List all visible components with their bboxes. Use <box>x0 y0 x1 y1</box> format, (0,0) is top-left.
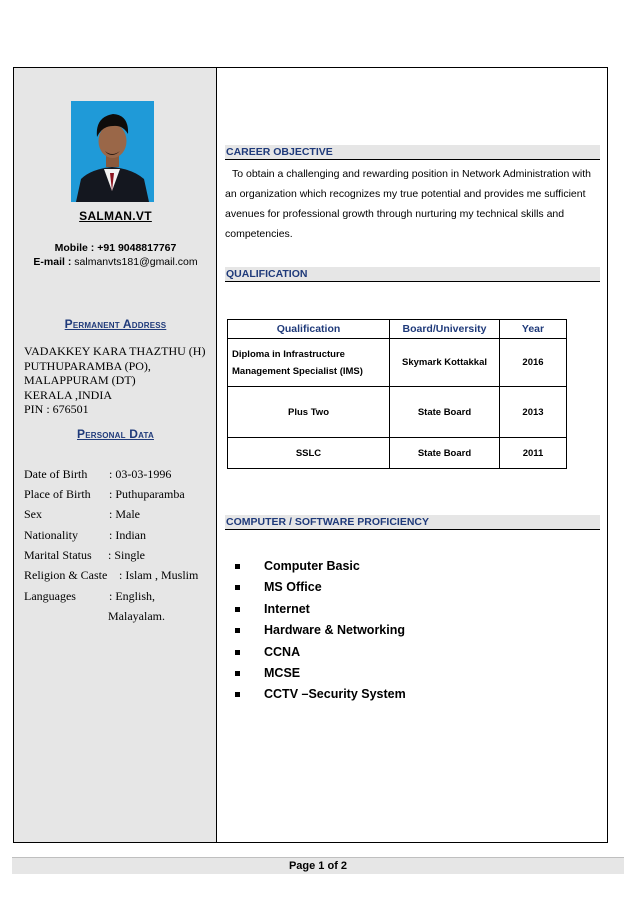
pd-value: : English, <box>109 589 156 603</box>
pd-value: : Puthuparamba <box>109 487 185 501</box>
pd-value: : Single <box>108 548 146 562</box>
address-line: KERALA ,INDIA <box>24 387 112 402</box>
table-row <box>228 339 567 387</box>
list-item: Hardware & Networking <box>235 620 406 641</box>
qualification-heading: QUALIFICATION <box>225 267 600 282</box>
mobile-number: Mobile : +91 9048817767 <box>54 242 177 254</box>
pd-label: Religion & Caste <box>24 568 108 582</box>
pd-value: : Indian <box>109 528 146 542</box>
career-objective-heading: CAREER OBJECTIVE <box>225 145 600 160</box>
list-item: MCSE <box>235 663 406 684</box>
address-line: PIN : 676501 <box>24 402 89 417</box>
profile-photo <box>71 101 154 202</box>
qualification-cell: SSLC <box>228 438 390 469</box>
pd-label: Date of Birth <box>24 467 88 481</box>
list-item: MS Office <box>235 577 406 598</box>
list-item: Internet <box>235 599 406 620</box>
email-address[interactable]: salmanvts181@gmail.com <box>74 256 198 268</box>
pd-label: Languages <box>24 589 76 603</box>
pd-value: : 03-03-1996 <box>109 467 172 481</box>
table-row <box>228 438 567 469</box>
pd-label: Place of Birth <box>24 487 91 501</box>
sidebar <box>14 68 217 842</box>
proficiency-heading: COMPUTER / SOFTWARE PROFICIENCY <box>225 515 600 530</box>
skills-list <box>235 556 406 706</box>
pd-label: Nationality <box>24 528 78 542</box>
year-cell: 2011 <box>500 438 567 469</box>
table-row <box>228 387 567 438</box>
table-header-cell: Year <box>500 320 567 339</box>
pd-value: : Male <box>109 507 140 521</box>
email-label: E-mail : <box>33 256 72 268</box>
pd-label: Sex <box>24 507 42 521</box>
list-item: CCNA <box>235 642 406 663</box>
resume-frame <box>13 67 608 843</box>
year-cell: 2013 <box>500 387 567 438</box>
address-line: PUTHUPARAMBA (PO), <box>24 358 151 373</box>
personal-data-heading: Personal Data <box>77 427 154 441</box>
email-line <box>14 256 217 268</box>
address-line: VADAKKEY KARA THAZTHU (H) <box>24 344 206 358</box>
pd-label: Marital Status <box>24 548 92 562</box>
table-header-row <box>228 320 567 339</box>
board-cell: State Board <box>390 438 500 469</box>
year-cell: 2016 <box>500 339 567 387</box>
list-item: Computer Basic <box>235 556 406 577</box>
career-objective-text: To obtain a challenging and rewarding position in Network Administration with an organization which recognizes my true potential and provides me sufficient avenues for professional growth through nurturing my technical skills and competencies. <box>225 168 591 240</box>
pd-value: : Islam , Muslim <box>119 568 199 582</box>
page-footer: Page 1 of 2 <box>12 857 624 874</box>
board-cell: State Board <box>390 387 500 438</box>
board-cell: Skymark Kottakkal <box>390 339 500 387</box>
main-column <box>217 68 607 842</box>
qualification-cell: Plus Two <box>228 387 390 438</box>
pd-value: Malayalam. <box>108 609 165 623</box>
table-header-cell: Qualification <box>228 320 390 339</box>
candidate-name: SALMAN.VT <box>79 209 152 223</box>
list-item: CCTV –Security System <box>235 684 406 705</box>
table-header-cell: Board/University <box>390 320 500 339</box>
address-line: MALAPPURAM (DT) <box>24 373 136 388</box>
qualification-table <box>227 319 567 469</box>
qualification-cell: Diploma in Infrastructure Management Specialist (IMS) <box>228 339 390 387</box>
address-block <box>24 344 205 417</box>
permanent-address-heading: Permanent Address <box>64 317 167 331</box>
